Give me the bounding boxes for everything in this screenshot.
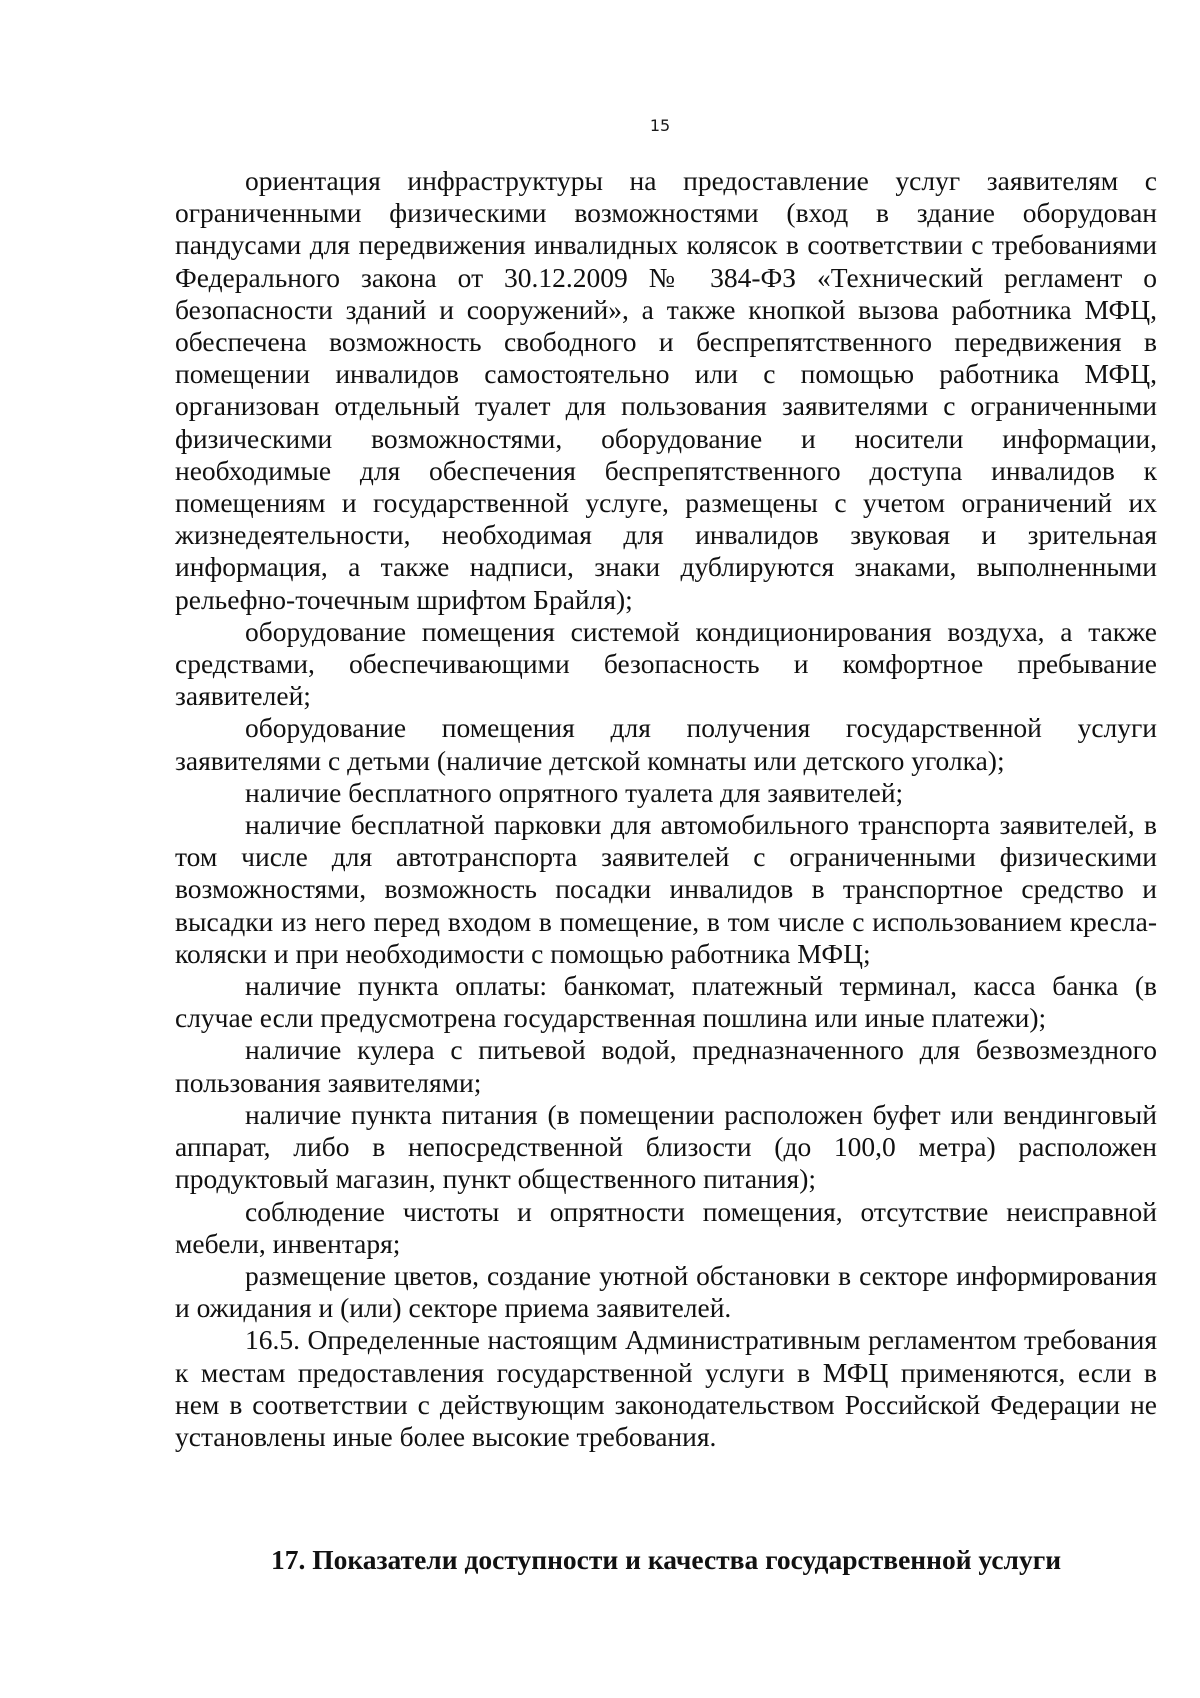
paragraph: размещение цветов, создание уютной обстановки в секторе информирования и ожидания и (или) секторе приема заявителей.: [175, 1259, 1157, 1324]
section-heading: 17. Показатели доступности и качества государственной услуги: [270, 1544, 1062, 1575]
paragraph: ориентация инфраструктуры на предоставление услуг заявителям с ограниченными физическими возможностями (вход в здание оборудован пандусами для передвижения инвалидных колясок в соответствии с требованиями Федерального закона от 30.12.2009 № 384-ФЗ «Технический регламент о безопасности зданий и сооружений», а также кнопкой вызова работника МФЦ, обеспечена возможность свободного и беспрепятственного передвижения в помещении инвалидов самостоятельно или с помощью работника МФЦ, организован отдельный туалет для пользования заявителями с ограниченными физическими возможностями, оборудование и носители информации, необходимые для обеспечения беспрепятственного доступа инвалидов к помещениям и государственной услуге, размещены с учетом ограничений их жизнедеятельности, необходимая для инвалидов звуковая и зрительная информация, а также надписи, знаки дублируются знаками, выполненными рельефно-точечным шрифтом Брайля);: [175, 165, 1157, 615]
paragraph: соблюдение чистоты и опрятности помещения, отсутствие неисправной мебели, инвентаря;: [175, 1195, 1157, 1259]
paragraph: наличие бесплатного опрятного туалета для заявителей;: [245, 776, 904, 808]
paragraph: наличие бесплатной парковки для автомобильного транспорта заявителей, в том числе для автотранспорта заявителей с ограниченными физическими возможностями, возможность посадки инвалидов в транспортное средство и высадки из него перед входом в помещение, в том числе с использованием кресла-коляски и при необходимости с помощью работника МФЦ;: [175, 809, 1157, 969]
paragraph: наличие пункта питания (в помещении расположен буфет или вендинговый аппарат, либо в непосредственной близости (до 100,0 метра) расположен продуктовый магазин, пункт общественного питания);: [175, 1098, 1157, 1195]
body-text: [175, 165, 1157, 1453]
paragraph: наличие пункта оплаты: банкомат, платежный терминал, касса банка (в случае если предусмотрена государственная пошлина или иные платежи);: [175, 970, 1157, 1034]
paragraph: наличие кулера с питьевой водой, предназначенного для безвозмездного пользования заявителями;: [175, 1034, 1157, 1098]
paragraph: оборудование помещения системой кондиционирования воздуха, а также средствами, обеспечивающими безопасность и комфортное пребывание заявителей;: [175, 615, 1157, 712]
paragraph: 16.5. Определенные настоящим Административным регламентом требования к местам предоставления государственной услуги в МФЦ применяются, если в нем в соответствии с действующим законодательством Российской Федерации не установлены иные более высокие требования.: [175, 1324, 1157, 1452]
paragraph: оборудование помещения для получения государственной услуги заявителями с детьми (наличие детской комнаты или детского уголка);: [175, 712, 1157, 776]
page-number: 15: [649, 116, 671, 135]
